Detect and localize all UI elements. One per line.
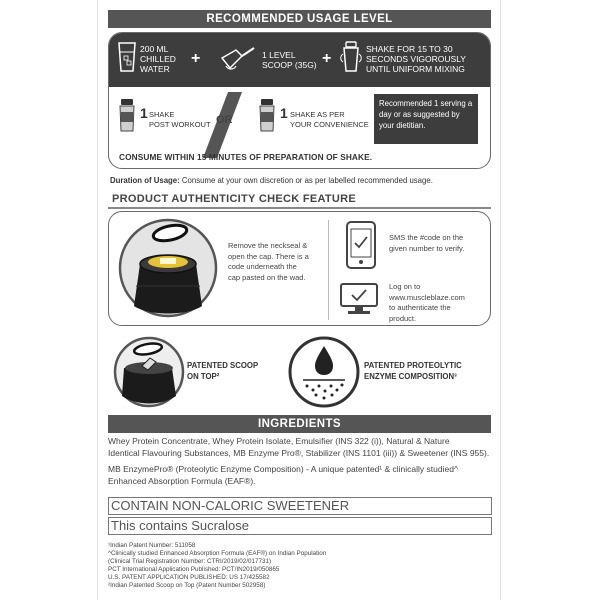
ingredients-list-line: Identical Flavouring Substances, MB Enzyme Pro®, Stabilizer (INS 1101 (iii)) & Sweetener (INS 955). bbox=[108, 448, 490, 458]
enzyme-description-line: Enhanced Absorption Formula (EAF®). bbox=[108, 476, 256, 486]
step-scoop-line: 1 LEVEL bbox=[262, 50, 296, 60]
mobile-phone-icon bbox=[344, 220, 378, 270]
computer-monitor-icon bbox=[339, 282, 379, 316]
duration-of-usage bbox=[110, 176, 433, 185]
shake-post-workout-line: POST WORKOUT bbox=[149, 120, 211, 129]
patented-scoop-line: ON TOP² bbox=[187, 371, 220, 381]
shaker-icon bbox=[340, 40, 364, 74]
enzyme-composition-label bbox=[364, 361, 462, 382]
shake-convenience-line: YOUR CONVENIENCE bbox=[290, 120, 369, 129]
usage-title: RECOMMENDED USAGE LEVEL bbox=[108, 10, 491, 28]
plus-sign: + bbox=[322, 50, 332, 67]
or-label: OR bbox=[216, 114, 233, 126]
step-scoop-text bbox=[262, 50, 317, 70]
neckseal-line: code underneath the bbox=[228, 262, 297, 271]
ingredients-list-line: Whey Protein Concentrate, Whey Protein Isolate, Emulsifier (INS 322 (i)), Natural & Nature bbox=[108, 436, 450, 446]
authenticity-divider bbox=[328, 220, 329, 320]
website-instructions bbox=[389, 282, 465, 324]
shake-convenience bbox=[290, 110, 369, 130]
sms-instructions bbox=[389, 233, 464, 254]
neckseal-line: cap pasted on the wad. bbox=[228, 272, 306, 282]
recommended-serving-note: Recommended 1 serving a day or as suggested by your dietitian. bbox=[374, 94, 478, 144]
footnote: ¹Indian Patent Number: 511058 bbox=[108, 542, 196, 549]
shake-post-workout-line: SHAKE bbox=[149, 110, 175, 119]
website-line: product. bbox=[389, 313, 417, 323]
scoop-on-top-illustration bbox=[112, 336, 186, 408]
footnote: ^Clinically studied Enhanced Absorption Formula (EAF®) on Indian Population bbox=[108, 550, 327, 557]
enzyme-composition-line: PATENTED PROTEOLYTIC bbox=[364, 361, 462, 370]
footnote: ²Indian Patented Scoop on Top (Patent Number 502958) bbox=[108, 582, 266, 589]
ingredients-title: INGREDIENTS bbox=[108, 415, 491, 433]
step-water-text bbox=[140, 44, 176, 74]
website-line: www.muscleblaze.com bbox=[389, 292, 465, 302]
enzyme-drop-icon bbox=[287, 336, 361, 408]
footnote: U.S. PATENT APPLICATION PUBLISHED: US 17/425582 bbox=[108, 574, 270, 581]
authenticity-title: PRODUCT AUTHENTICITY CHECK FEATURE bbox=[112, 193, 357, 205]
plus-sign: + bbox=[191, 50, 201, 67]
sms-line: SMS the #code on the bbox=[389, 233, 464, 242]
scoop-icon bbox=[218, 44, 258, 74]
sweetener-warning-box: CONTAIN NON-CALORIC SWEETENER bbox=[108, 497, 492, 515]
step-water-line: 200 ML bbox=[140, 44, 169, 54]
patented-scoop-line: PATENTED SCOOP bbox=[187, 361, 259, 370]
duration-text: Consume at your own discretion or as per labelled recommended usage. bbox=[181, 176, 433, 185]
bottle-cap-illustration bbox=[118, 216, 218, 320]
sucralose-warning-box: This contains Sucralose bbox=[108, 517, 492, 535]
step-scoop-line: SCOOP (35G) bbox=[262, 60, 317, 70]
footnote: PCT International Application Published: PCT/IN2019/050865 bbox=[108, 566, 280, 573]
left-edge-line bbox=[97, 0, 98, 600]
neckseal-line: Remove the neckseal & bbox=[228, 241, 308, 250]
shake-count: 1 bbox=[140, 105, 148, 121]
step-water-line: CHILLED bbox=[140, 54, 176, 64]
authenticity-underline bbox=[108, 207, 491, 209]
step-shake-line: SHAKE FOR 15 TO 30 bbox=[366, 44, 453, 54]
website-line: Log on to bbox=[389, 282, 421, 291]
step-water-line: WATER bbox=[140, 64, 170, 74]
consume-instruction: CONSUME WITHIN 15 MINUTES OF PREPARATION OF SHAKE. bbox=[119, 152, 373, 162]
neckseal-instructions bbox=[228, 241, 309, 283]
enzyme-description-line: MB EnzymePro® (Proteolytic Enzyme Composition) - A unique patented¹ & clinically studied^ bbox=[108, 464, 458, 474]
neckseal-line: open the cap. There is a bbox=[228, 251, 309, 261]
water-glass-icon bbox=[116, 40, 138, 74]
footnote: (Clinical Trial Registration Number: CTRI/2019/02/017731) bbox=[108, 558, 272, 565]
step-shake-line: UNTIL UNIFORM MIXING bbox=[366, 64, 465, 74]
shaker-bottle-icon bbox=[118, 98, 136, 132]
shaker-bottle-icon bbox=[258, 98, 276, 132]
step-shake-line: SECONDS VIGOROUSLY bbox=[366, 54, 466, 64]
shake-convenience-line: SHAKE AS PER bbox=[290, 110, 345, 119]
patented-scoop-label bbox=[187, 361, 258, 382]
duration-label: Duration of Usage: bbox=[110, 176, 180, 185]
shake-count: 1 bbox=[280, 105, 288, 121]
website-line: to authenticate the bbox=[389, 303, 451, 312]
enzyme-composition-line: ENZYME COMPOSITION³ bbox=[364, 371, 457, 381]
step-shake-text bbox=[366, 44, 466, 74]
sms-line: given number to verify. bbox=[389, 243, 465, 253]
right-edge-line bbox=[500, 0, 501, 600]
